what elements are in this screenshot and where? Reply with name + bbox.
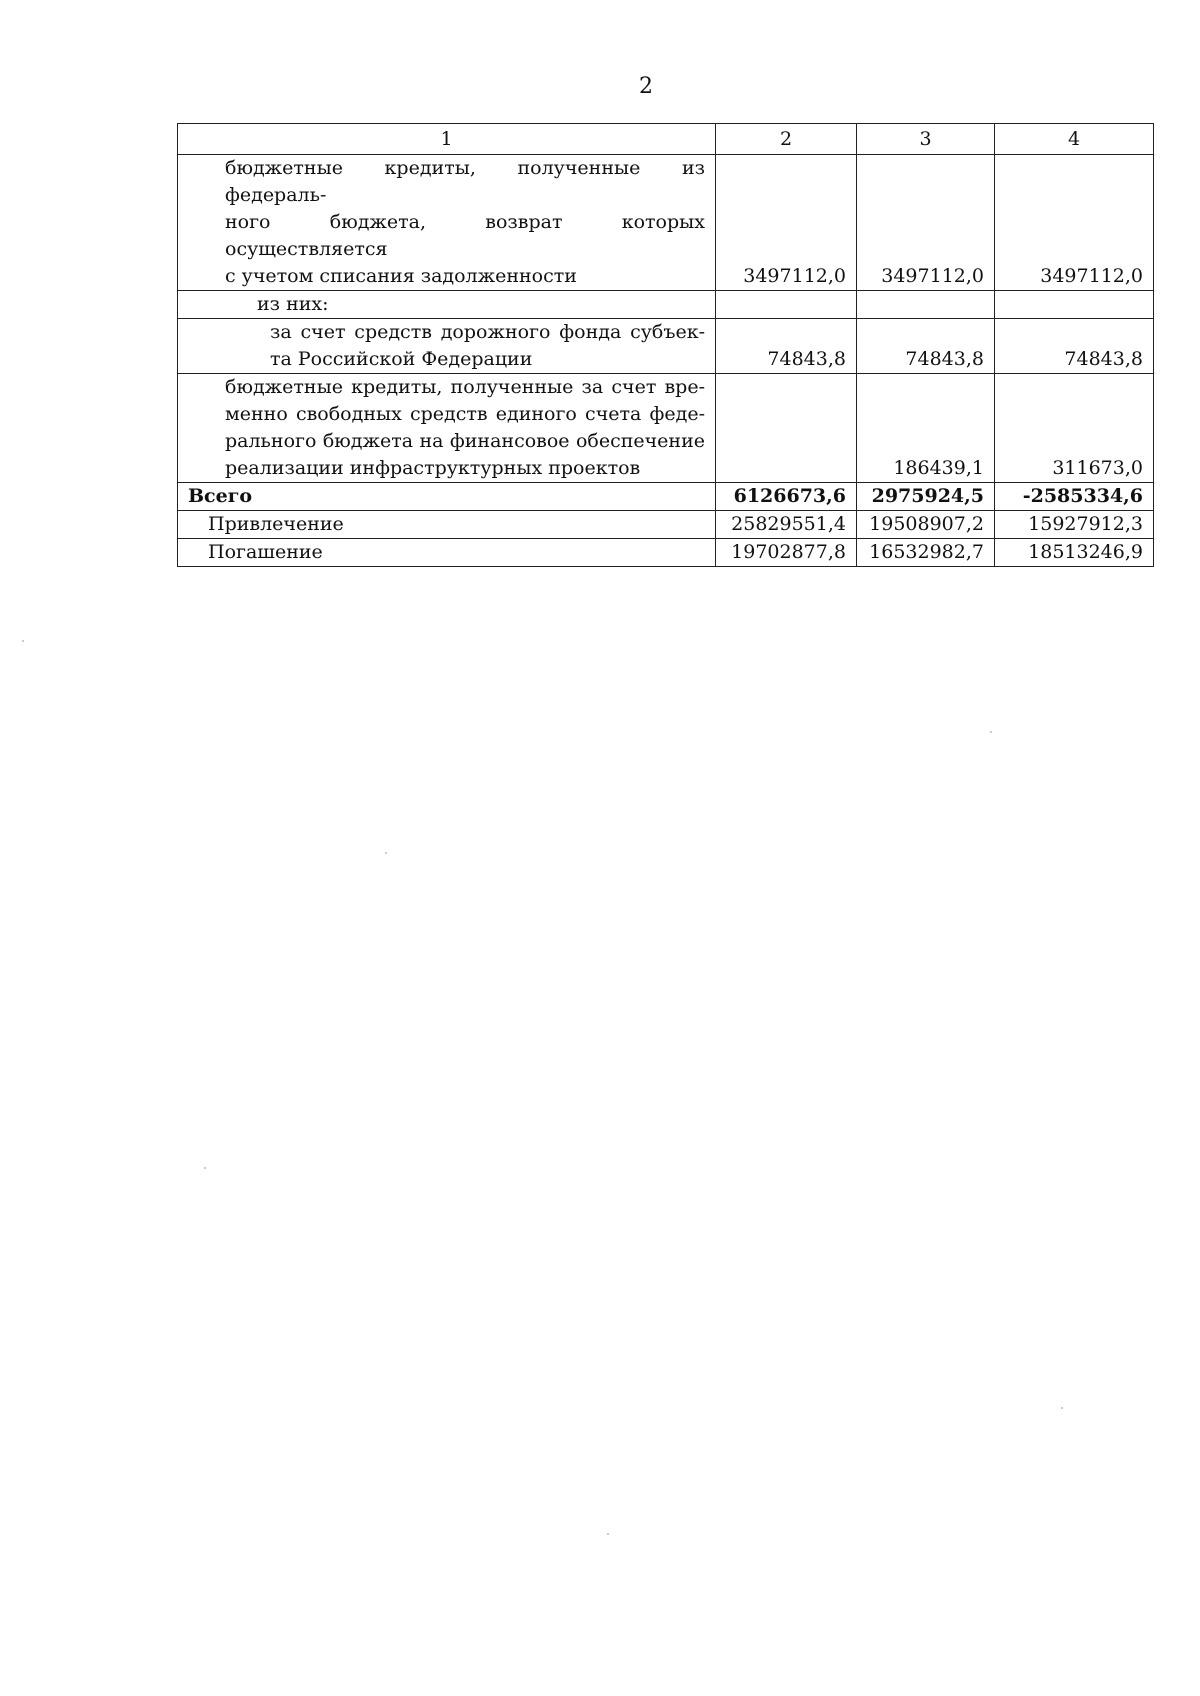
page-number: 2 xyxy=(639,74,653,99)
row-label-line: с учетом списания задолженности xyxy=(225,265,577,287)
row-value-col3: 186439,1 xyxy=(857,374,995,483)
row-label: Погашение xyxy=(178,539,716,567)
row-label-line: бюджетные кредиты, полученные из федераль- xyxy=(225,157,705,206)
row-label xyxy=(178,374,716,483)
row-value-col2: 19702877,8 xyxy=(716,539,857,567)
row-value-col2: 74843,8 xyxy=(716,319,857,374)
row-value-col2 xyxy=(716,374,857,483)
row-label-line: ного бюджета, возврат которых осуществляется xyxy=(225,211,705,260)
row-value-col3 xyxy=(857,291,995,319)
table-row xyxy=(178,319,1154,374)
row-value-col3: 2975924,5 xyxy=(857,483,995,511)
table-row xyxy=(178,539,1154,567)
scan-speck xyxy=(22,640,24,642)
row-value-col4: 74843,8 xyxy=(995,319,1154,374)
row-label-line: бюджетные кредиты, полученные за счет вре- xyxy=(225,376,705,398)
table-header-row xyxy=(178,124,1154,155)
row-value-col4 xyxy=(995,291,1154,319)
column-header-4: 4 xyxy=(995,124,1154,155)
row-value-col4: 311673,0 xyxy=(995,374,1154,483)
scan-speck xyxy=(990,731,992,733)
scan-speck xyxy=(1061,1407,1063,1409)
row-label: Привлечение xyxy=(178,511,716,539)
scan-speck xyxy=(204,1167,206,1169)
row-value-col3: 16532982,7 xyxy=(857,539,995,567)
table-row xyxy=(178,155,1154,291)
scan-speck xyxy=(607,1533,609,1535)
row-label xyxy=(178,155,716,291)
budget-credits-table xyxy=(177,123,1154,567)
row-value-col4: 18513246,9 xyxy=(995,539,1154,567)
table-row-total xyxy=(178,483,1154,511)
row-value-col3: 3497112,0 xyxy=(857,155,995,291)
row-label-line: менно свободных средств единого счета феде- xyxy=(225,403,705,425)
table-row xyxy=(178,291,1154,319)
column-header-1: 1 xyxy=(178,124,716,155)
row-label-line: та Российской Федерации xyxy=(270,348,533,370)
row-value-col3: 74843,8 xyxy=(857,319,995,374)
row-value-col4: 3497112,0 xyxy=(995,155,1154,291)
row-value-col2 xyxy=(716,291,857,319)
row-value-col4: -2585334,6 xyxy=(995,483,1154,511)
row-label: из них: xyxy=(178,291,716,319)
row-value-col2: 25829551,4 xyxy=(716,511,857,539)
table-row xyxy=(178,511,1154,539)
row-value-col2: 3497112,0 xyxy=(716,155,857,291)
column-header-2: 2 xyxy=(716,124,857,155)
row-label-line: рального бюджета на финансовое обеспечение xyxy=(225,430,705,452)
row-value-col2: 6126673,6 xyxy=(716,483,857,511)
column-header-3: 3 xyxy=(857,124,995,155)
scan-speck xyxy=(385,852,387,854)
row-label-line: за счет средств дорожного фонда субъек- xyxy=(270,321,705,343)
row-label-line: реализации инфраструктурных проектов xyxy=(225,457,641,479)
row-value-col4: 15927912,3 xyxy=(995,511,1154,539)
row-label: Всего xyxy=(178,483,716,511)
row-value-col3: 19508907,2 xyxy=(857,511,995,539)
row-label xyxy=(178,319,716,374)
table-row xyxy=(178,374,1154,483)
